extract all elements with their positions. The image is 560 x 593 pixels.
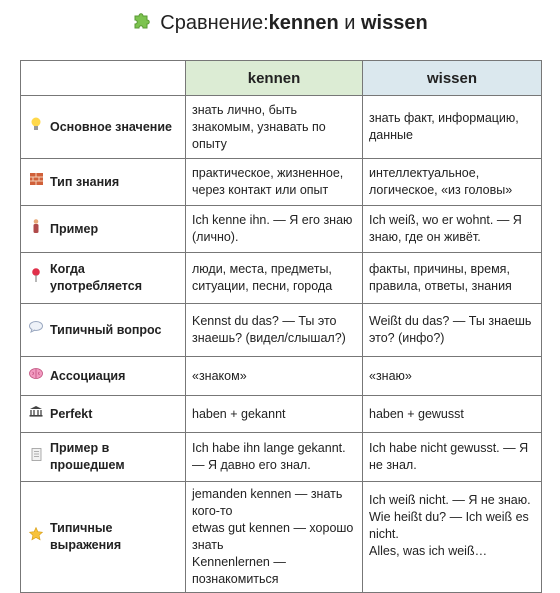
cell-wissen: Weißt du das? — Ты знаешь это? (инфо?) — [363, 304, 542, 357]
table-row — [21, 482, 542, 593]
star-icon — [29, 527, 43, 547]
speech-bubble-icon — [29, 321, 43, 339]
row-label — [21, 253, 186, 304]
table-row — [21, 159, 542, 206]
cell-kennen: знать лично, быть знакомым, узнавать по опыту — [186, 96, 363, 159]
table-row — [21, 206, 542, 253]
title-conj: и — [338, 11, 361, 34]
title-word-kennen: kennen — [268, 11, 339, 34]
row-label — [21, 304, 186, 357]
brick-icon — [29, 173, 43, 191]
puzzle-icon — [132, 10, 152, 36]
cell-kennen: «знаком» — [186, 357, 363, 396]
pin-icon — [29, 268, 43, 288]
row-label-text: Тип знания — [50, 174, 120, 189]
row-label-text: Пример в прошедшем — [50, 441, 125, 472]
page-title — [0, 0, 560, 46]
cell-kennen: Ich habe ihn lange gekannt. — Я давно его знал. — [186, 433, 363, 482]
cell-kennen: люди, места, предметы, ситуации, песни, города — [186, 253, 363, 304]
scroll-icon — [29, 448, 43, 467]
cell-wissen: факты, причины, время, правила, ответы, знания — [363, 253, 542, 304]
header-wissen: wissen — [363, 61, 542, 96]
cell-kennen: Kennst du das? — Ты это знаешь? (видел/слышал?) — [186, 304, 363, 357]
table-row — [21, 357, 542, 396]
row-label — [21, 396, 186, 433]
cell-wissen: Ich habe nicht gewusst. — Я не знал. — [363, 433, 542, 482]
brain-icon — [29, 368, 43, 385]
row-label — [21, 433, 186, 482]
row-label-text: Типичные выражения — [50, 521, 122, 552]
table-header-row — [21, 61, 542, 96]
table-row — [21, 433, 542, 482]
cell-kennen: jemanden kennen — знать кого-то etwas gut kennen — хорошо знать Kennenlernen — познакомиться — [186, 482, 363, 593]
row-label — [21, 96, 186, 159]
row-label-text: Пример — [50, 221, 99, 236]
cell-kennen: практическое, жизненное, через контакт или опыт — [186, 159, 363, 206]
cell-wissen: haben + gewusst — [363, 396, 542, 433]
header-kennen: kennen — [186, 61, 363, 96]
cell-wissen: знать факт, информацию, данные — [363, 96, 542, 159]
row-label — [21, 357, 186, 396]
cell-wissen: интеллектуальное, логическое, «из головы» — [363, 159, 542, 206]
table-row — [21, 304, 542, 357]
cell-kennen: haben + gekannt — [186, 396, 363, 433]
building-icon — [29, 405, 43, 423]
row-label-text: Когда употребляется — [50, 262, 143, 293]
row-label-text: Perfekt — [50, 406, 93, 421]
table-row — [21, 96, 542, 159]
row-label-text: Типичный вопрос — [50, 322, 162, 337]
row-label-text: Основное значение — [50, 119, 172, 134]
row-label — [21, 482, 186, 593]
table-row — [21, 396, 542, 433]
cell-wissen: Ich weiß, wo er wohnt. — Я знаю, где он живёт. — [363, 206, 542, 253]
person-icon — [29, 219, 43, 239]
lightbulb-icon — [29, 117, 43, 137]
table-row — [21, 253, 542, 304]
row-label — [21, 206, 186, 253]
cell-wissen: Ich weiß nicht. — Я не знаю. Wie heißt du? — Ich weiß es nicht. Alles, was ich weiß… — [363, 482, 542, 593]
header-blank — [21, 61, 186, 96]
comparison-table — [20, 60, 542, 593]
title-word-wissen: wissen — [361, 11, 428, 34]
row-label-text: Ассоциация — [50, 368, 126, 383]
cell-kennen: Ich kenne ihn. — Я его знаю (лично). — [186, 206, 363, 253]
row-label — [21, 159, 186, 206]
cell-wissen: «знаю» — [363, 357, 542, 396]
title-prefix: Сравнение: — [160, 11, 269, 34]
